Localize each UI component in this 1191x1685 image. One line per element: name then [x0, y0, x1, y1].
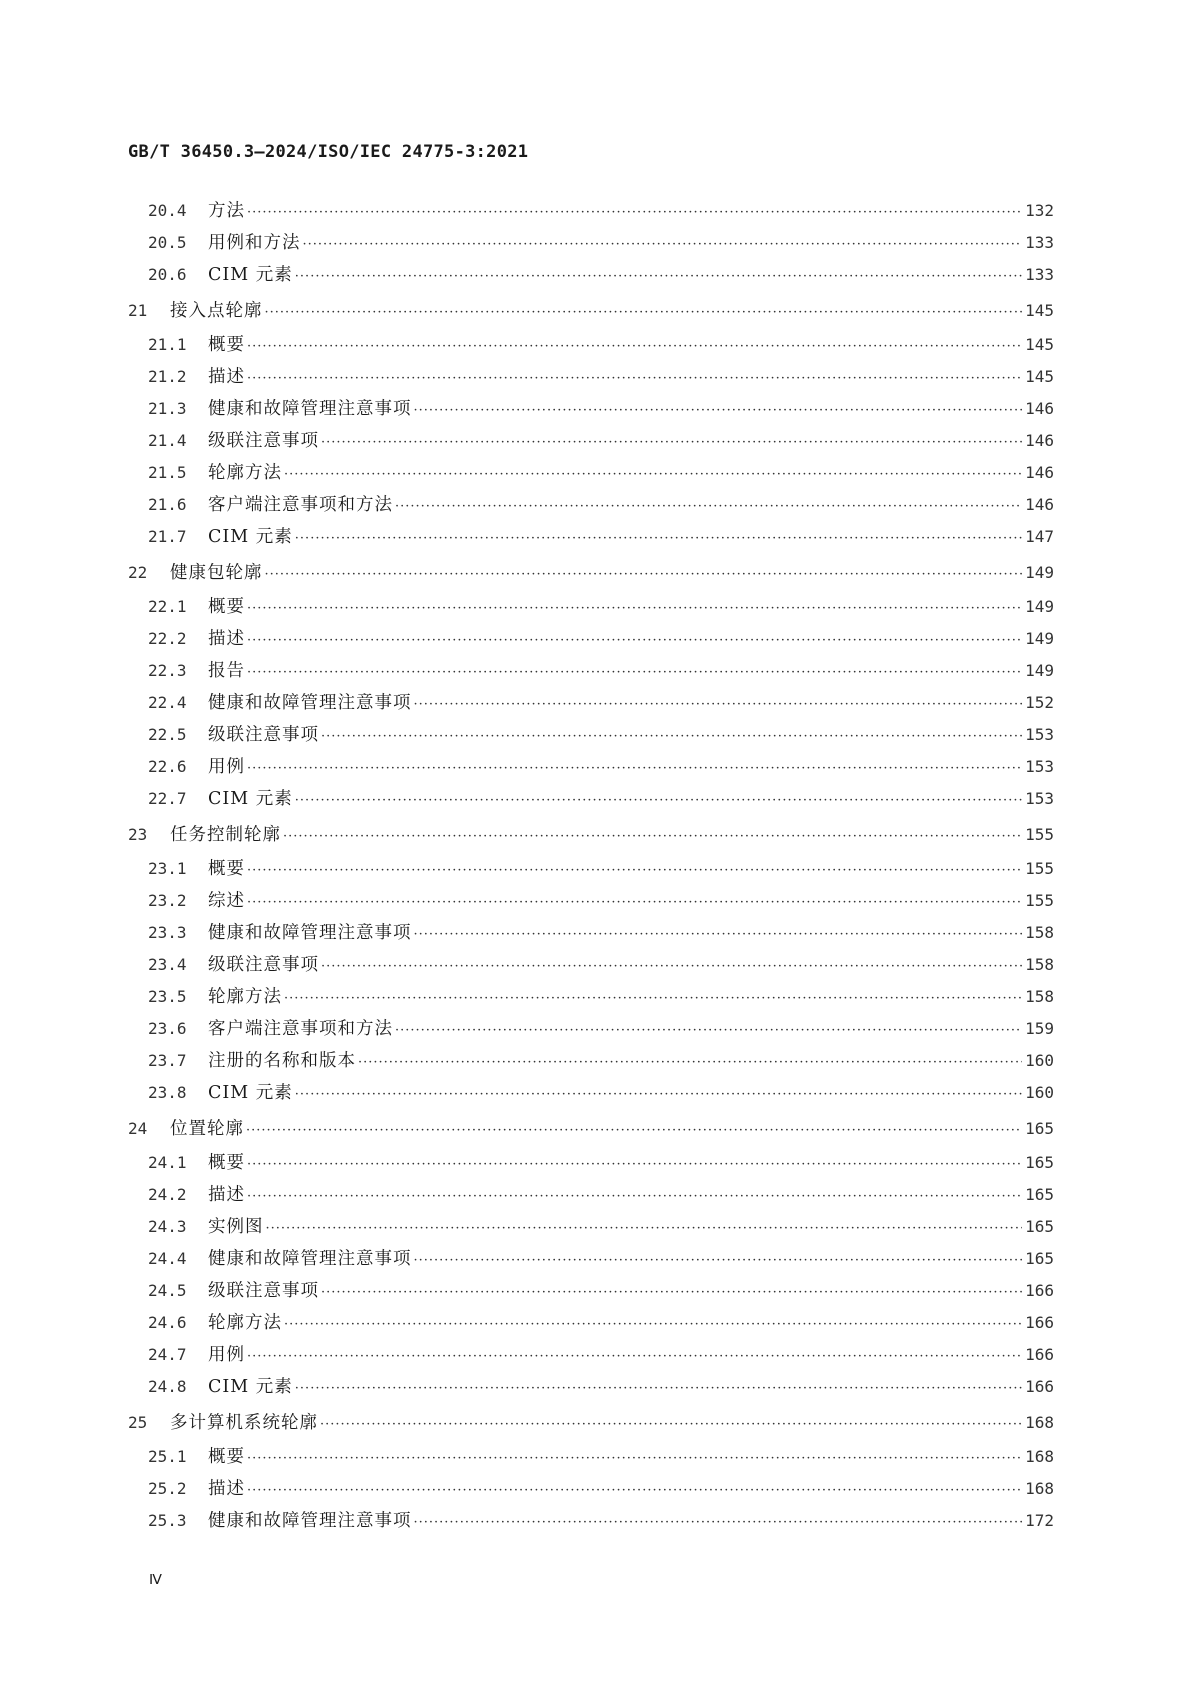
toc-section-entry[interactable] — [128, 719, 1054, 751]
toc-entry-title: 概要 — [208, 597, 245, 617]
toc-entry-title: 注册的名称和版本 — [208, 1051, 356, 1071]
toc-entry-number: 24.3 — [148, 1217, 187, 1236]
document-header: GB/T 36450.3—2024/ISO/IEC 24775-3:2021 — [128, 142, 529, 162]
toc-section-entry[interactable] — [128, 1339, 1054, 1371]
toc-entry-title: 级联注意事项 — [208, 431, 319, 451]
toc-entry-number: 25.2 — [148, 1479, 187, 1498]
toc-entry-page: 133 — [1025, 233, 1054, 252]
toc-section-entry[interactable] — [128, 259, 1054, 291]
toc-entry-title: 轮廓方法 — [208, 463, 282, 483]
toc-entry-number: 22.7 — [148, 789, 187, 808]
toc-entry-title: 级联注意事项 — [208, 955, 319, 975]
toc-section-entry[interactable] — [128, 489, 1054, 521]
toc-entry-title: 健康和故障管理注意事项 — [208, 399, 412, 419]
toc-section-entry[interactable] — [128, 521, 1054, 553]
toc-entry-number: 23.7 — [148, 1051, 187, 1070]
toc-leader-dots — [295, 1079, 1022, 1109]
toc-entry-number: 24.5 — [148, 1281, 187, 1300]
toc-entry-page: 146 — [1025, 399, 1054, 418]
toc-leader-dots — [321, 427, 1022, 457]
toc-leader-dots — [284, 983, 1022, 1013]
toc-entry-title: CIM 元素 — [208, 1083, 293, 1103]
toc-entry-title: 位置轮廓 — [170, 1119, 244, 1139]
toc-entry-title: 客户端注意事项和方法 — [208, 495, 393, 515]
toc-leader-dots — [283, 819, 1022, 853]
toc-entry-page: 166 — [1025, 1281, 1054, 1300]
toc-entry-title: 轮廓方法 — [208, 987, 282, 1007]
toc-entry-number: 22.3 — [148, 661, 187, 680]
toc-leader-dots — [247, 1443, 1022, 1473]
toc-leader-dots — [247, 1149, 1022, 1179]
toc-entry-number: 24.4 — [148, 1249, 187, 1268]
toc-leader-dots — [247, 331, 1022, 361]
toc-entry-title: 报告 — [208, 661, 245, 681]
toc-leader-dots — [247, 657, 1022, 687]
toc-leader-dots — [395, 1015, 1022, 1045]
toc-leader-dots — [295, 785, 1022, 815]
toc-entry-title: 描述 — [208, 1185, 245, 1205]
toc-entry-number: 25.3 — [148, 1511, 187, 1530]
toc-entry-number: 23.5 — [148, 987, 187, 1006]
toc-entry-page: 160 — [1025, 1083, 1054, 1102]
toc-entry-page: 160 — [1025, 1051, 1054, 1070]
toc-leader-dots — [414, 1507, 1023, 1537]
toc-section-entry[interactable] — [128, 1307, 1054, 1339]
toc-leader-dots — [247, 1475, 1022, 1505]
toc-entry-title: 接入点轮廓 — [170, 301, 263, 321]
toc-entry-number: 21.3 — [148, 399, 187, 418]
toc-section-entry[interactable] — [128, 457, 1054, 489]
toc-leader-dots — [247, 1181, 1022, 1211]
toc-entry-number: 22.2 — [148, 629, 187, 648]
toc-leader-dots — [358, 1047, 1022, 1077]
toc-entry-number: 22.5 — [148, 725, 187, 744]
toc-entry-page: 166 — [1025, 1313, 1054, 1332]
toc-entry-title: 概要 — [208, 859, 245, 879]
toc-section-entry[interactable] — [128, 1275, 1054, 1307]
toc-entry-number: 21.2 — [148, 367, 187, 386]
toc-section-entry[interactable] — [128, 1473, 1054, 1505]
toc-entry-number: 24.8 — [148, 1377, 187, 1396]
toc-entry-title: CIM 元素 — [208, 1377, 293, 1397]
toc-entry-page: 147 — [1025, 527, 1054, 546]
toc-entry-number: 24 — [128, 1119, 148, 1138]
toc-entry-number: 24.6 — [148, 1313, 187, 1332]
toc-entry-title: 轮廓方法 — [208, 1313, 282, 1333]
toc-entry-page: 133 — [1025, 265, 1054, 284]
toc-leader-dots — [265, 295, 1023, 329]
toc-entry-title: CIM 元素 — [208, 527, 293, 547]
toc-entry-title: 级联注意事项 — [208, 1281, 319, 1301]
toc-entry-number: 23.1 — [148, 859, 187, 878]
toc-section-entry[interactable] — [128, 1243, 1054, 1275]
toc-chapter-entry[interactable] — [128, 1111, 1054, 1147]
toc-leader-dots — [295, 523, 1022, 553]
toc-section-entry[interactable] — [128, 227, 1054, 259]
toc-entry-number: 20.6 — [148, 265, 187, 284]
toc-section-entry[interactable] — [128, 917, 1054, 949]
toc-leader-dots — [247, 625, 1022, 655]
toc-entry-number: 24.7 — [148, 1345, 187, 1364]
toc-section-entry[interactable] — [128, 329, 1054, 361]
toc-entry-page: 145 — [1025, 301, 1054, 320]
toc-entry-number: 21.7 — [148, 527, 187, 546]
toc-entry-number: 23.3 — [148, 923, 187, 942]
toc-entry-title: 健康和故障管理注意事项 — [208, 1511, 412, 1531]
toc-section-entry[interactable] — [128, 1179, 1054, 1211]
toc-entry-page: 145 — [1025, 335, 1054, 354]
toc-entry-page: 149 — [1025, 563, 1054, 582]
toc-entry-title: 健康和故障管理注意事项 — [208, 693, 412, 713]
toc-entry-page: 166 — [1025, 1345, 1054, 1364]
toc-entry-page: 155 — [1025, 859, 1054, 878]
toc-entry-page: 153 — [1025, 789, 1054, 808]
toc-entry-page: 149 — [1025, 629, 1054, 648]
toc-entry-page: 149 — [1025, 597, 1054, 616]
toc-entry-title: 描述 — [208, 1479, 245, 1499]
toc-entry-title: 描述 — [208, 367, 245, 387]
toc-section-entry[interactable] — [128, 361, 1054, 393]
table-of-contents — [128, 195, 1054, 1537]
toc-entry-page: 168 — [1025, 1479, 1054, 1498]
toc-leader-dots — [320, 1407, 1022, 1441]
toc-entry-title: 方法 — [208, 201, 245, 221]
toc-section-entry[interactable] — [128, 783, 1054, 815]
toc-entry-page: 146 — [1025, 463, 1054, 482]
toc-leader-dots — [247, 363, 1022, 393]
toc-entry-title: 概要 — [208, 335, 245, 355]
toc-leader-dots — [303, 229, 1023, 259]
toc-section-entry[interactable] — [128, 1211, 1054, 1243]
toc-leader-dots — [284, 1309, 1022, 1339]
toc-section-entry[interactable] — [128, 687, 1054, 719]
toc-entry-page: 166 — [1025, 1377, 1054, 1396]
toc-entry-page: 152 — [1025, 693, 1054, 712]
toc-section-entry[interactable] — [128, 591, 1054, 623]
toc-section-entry[interactable] — [128, 1045, 1054, 1077]
toc-entry-title: 任务控制轮廓 — [170, 825, 281, 845]
toc-entry-number: 21.6 — [148, 495, 187, 514]
toc-entry-page: 165 — [1025, 1185, 1054, 1204]
toc-entry-title: 用例 — [208, 757, 245, 777]
page-number: Ⅳ — [149, 1573, 162, 1588]
toc-entry-page: 158 — [1025, 955, 1054, 974]
toc-leader-dots — [321, 721, 1022, 751]
toc-section-entry[interactable] — [128, 393, 1054, 425]
toc-entry-page: 145 — [1025, 367, 1054, 386]
toc-leader-dots — [247, 593, 1022, 623]
toc-leader-dots — [414, 919, 1023, 949]
toc-section-entry[interactable] — [128, 853, 1054, 885]
toc-section-entry[interactable] — [128, 1147, 1054, 1179]
toc-leader-dots — [265, 557, 1023, 591]
toc-section-entry[interactable] — [128, 1077, 1054, 1109]
toc-entry-title: 级联注意事项 — [208, 725, 319, 745]
toc-entry-title: CIM 元素 — [208, 789, 293, 809]
toc-section-entry[interactable] — [128, 1441, 1054, 1473]
toc-leader-dots — [321, 951, 1022, 981]
toc-entry-number: 24.1 — [148, 1153, 187, 1172]
toc-entry-number: 23.8 — [148, 1083, 187, 1102]
toc-entry-page: 159 — [1025, 1019, 1054, 1038]
toc-entry-title: 概要 — [208, 1447, 245, 1467]
toc-leader-dots — [247, 197, 1022, 227]
toc-entry-page: 165 — [1025, 1119, 1054, 1138]
toc-section-entry[interactable] — [128, 655, 1054, 687]
toc-entry-number: 22.6 — [148, 757, 187, 776]
toc-chapter-entry[interactable] — [128, 293, 1054, 329]
toc-entry-number: 23.6 — [148, 1019, 187, 1038]
toc-section-entry[interactable] — [128, 1505, 1054, 1537]
toc-entry-title: 概要 — [208, 1153, 245, 1173]
toc-entry-page: 168 — [1025, 1413, 1054, 1432]
toc-entry-page: 149 — [1025, 661, 1054, 680]
toc-entry-number: 23.4 — [148, 955, 187, 974]
toc-chapter-entry[interactable] — [128, 1405, 1054, 1441]
toc-section-entry[interactable] — [128, 751, 1054, 783]
toc-leader-dots — [247, 855, 1022, 885]
toc-section-entry[interactable] — [128, 1013, 1054, 1045]
toc-entry-number: 21 — [128, 301, 148, 320]
toc-leader-dots — [321, 1277, 1022, 1307]
toc-entry-page: 158 — [1025, 923, 1054, 942]
toc-chapter-entry[interactable] — [128, 555, 1054, 591]
toc-entry-page: 155 — [1025, 825, 1054, 844]
toc-entry-number: 23 — [128, 825, 148, 844]
toc-entry-number: 21.4 — [148, 431, 187, 450]
toc-leader-dots — [295, 1373, 1022, 1403]
toc-entry-page: 165 — [1025, 1217, 1054, 1236]
toc-section-entry[interactable] — [128, 1371, 1054, 1403]
toc-section-entry[interactable] — [128, 885, 1054, 917]
toc-entry-number: 21.5 — [148, 463, 187, 482]
toc-entry-number: 25 — [128, 1413, 148, 1432]
toc-entry-number: 25.1 — [148, 1447, 187, 1466]
toc-leader-dots — [414, 1245, 1023, 1275]
toc-entry-title: CIM 元素 — [208, 265, 293, 285]
toc-entry-title: 综述 — [208, 891, 245, 911]
toc-entry-title: 用例和方法 — [208, 233, 301, 253]
toc-entry-title: 健康和故障管理注意事项 — [208, 1249, 412, 1269]
toc-entry-title: 健康和故障管理注意事项 — [208, 923, 412, 943]
toc-leader-dots — [414, 689, 1023, 719]
toc-entry-number: 20.4 — [148, 201, 187, 220]
toc-entry-number: 22 — [128, 563, 148, 582]
toc-entry-number: 24.2 — [148, 1185, 187, 1204]
toc-section-entry[interactable] — [128, 981, 1054, 1013]
toc-entry-title: 多计算机系统轮廓 — [170, 1413, 318, 1433]
toc-leader-dots — [295, 261, 1022, 291]
toc-section-entry[interactable] — [128, 425, 1054, 457]
toc-entry-page: 168 — [1025, 1447, 1054, 1466]
toc-entry-page: 132 — [1025, 201, 1054, 220]
toc-entry-page: 153 — [1025, 725, 1054, 744]
toc-leader-dots — [395, 491, 1022, 521]
toc-entry-number: 22.1 — [148, 597, 187, 616]
toc-entry-page: 165 — [1025, 1249, 1054, 1268]
toc-entry-page: 155 — [1025, 891, 1054, 910]
toc-leader-dots — [247, 1341, 1022, 1371]
toc-entry-title: 实例图 — [208, 1217, 264, 1237]
toc-entry-title: 描述 — [208, 629, 245, 649]
toc-section-entry[interactable] — [128, 949, 1054, 981]
toc-entry-page: 146 — [1025, 431, 1054, 450]
toc-leader-dots — [266, 1213, 1023, 1243]
toc-section-entry[interactable] — [128, 623, 1054, 655]
toc-entry-title: 用例 — [208, 1345, 245, 1365]
toc-entry-number: 20.5 — [148, 233, 187, 252]
toc-entry-page: 158 — [1025, 987, 1054, 1006]
toc-chapter-entry[interactable] — [128, 817, 1054, 853]
toc-entry-title: 客户端注意事项和方法 — [208, 1019, 393, 1039]
toc-leader-dots — [247, 887, 1022, 917]
toc-entry-number: 23.2 — [148, 891, 187, 910]
toc-entry-page: 172 — [1025, 1511, 1054, 1530]
toc-entry-number: 22.4 — [148, 693, 187, 712]
toc-entry-number: 21.1 — [148, 335, 187, 354]
toc-entry-title: 健康包轮廓 — [170, 563, 263, 583]
toc-entry-page: 153 — [1025, 757, 1054, 776]
toc-entry-page: 165 — [1025, 1153, 1054, 1172]
toc-leader-dots — [414, 395, 1023, 425]
toc-entry-page: 146 — [1025, 495, 1054, 514]
toc-leader-dots — [284, 459, 1022, 489]
toc-leader-dots — [247, 753, 1022, 783]
toc-section-entry[interactable] — [128, 195, 1054, 227]
toc-leader-dots — [246, 1113, 1022, 1147]
